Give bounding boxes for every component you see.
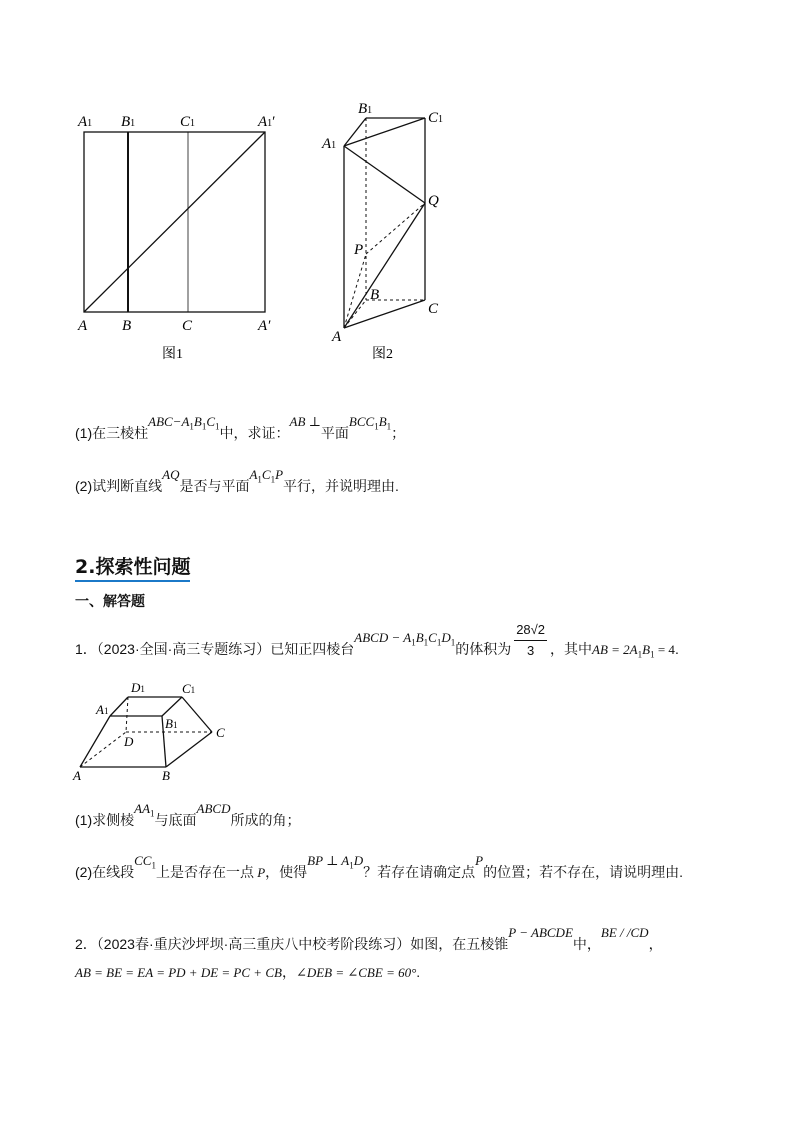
problem-1-frustum: ABCD − $A_1B_1C_1D_1$	[354, 630, 456, 648]
fig1-diagonal	[84, 132, 265, 312]
fig1-label-a: A	[78, 318, 88, 334]
fig1-label-a-prime: A′	[258, 318, 271, 334]
frustum-label-b: B	[162, 768, 170, 783]
part1-plane-bcc1b1: $BCC_1B_1$	[348, 414, 392, 432]
p1-part2-end: 的位置；若不存在，请说明理由.	[483, 864, 683, 880]
fig2-edge-pq-hidden	[366, 203, 425, 254]
frustum-edge-c1b1	[162, 697, 182, 716]
p1-part1-lead: (1)求侧棱	[75, 812, 135, 828]
fig2-label-a: A	[332, 329, 342, 345]
part1-ab-perp: AB ⊥	[289, 414, 321, 429]
part2-mid: 是否与平面	[179, 478, 250, 494]
fig1-label-c: C	[182, 318, 193, 334]
fig2-label-a1: A1	[322, 136, 337, 152]
fig1-label-c1: C1	[180, 114, 196, 130]
problem-1-part-1	[75, 801, 301, 836]
problem-2-period: .	[416, 964, 421, 980]
frustum-edge-bc	[166, 732, 212, 767]
fig2-label-b1: B1	[358, 101, 373, 117]
frustum-label-c: C	[216, 725, 225, 740]
frustum-label-c1: C1	[182, 681, 196, 696]
problem-1-part-2	[75, 853, 683, 888]
problem-1-figure	[70, 676, 240, 786]
p1-part2-mid2: ，使得	[265, 864, 308, 880]
p1-part2-mid: 上是否存在一点	[155, 864, 254, 880]
fig2-label-b: B	[370, 287, 380, 303]
part2-line-aq: AQ	[162, 467, 180, 482]
p1-part2-bp-perp: BP ⊥ $A_1D$	[307, 853, 364, 871]
problem-1-source: （2023·全国·高三专题练习）已知正四棱台	[96, 641, 355, 658]
frustum-edge-cc1	[182, 697, 212, 732]
p1-part2-mid3: ？若存在请确定点	[363, 864, 476, 880]
problem-2-source: （2023春·重庆沙坪坝·高三重庆八中校考阶段练习）如图，在五棱锥	[96, 936, 509, 952]
fig1-label-a1-prime: A1′	[258, 114, 276, 130]
problem-2-parallel: BE / /CD	[600, 925, 649, 940]
part1-end: ；	[391, 425, 406, 441]
p1-part1-mid: 与底面	[154, 812, 197, 828]
problem-2-line-2	[75, 962, 420, 983]
part2-lead: (2)试判断直线	[75, 478, 163, 494]
p1-part1-base: ABCD	[196, 801, 231, 816]
question-part-2	[75, 467, 399, 502]
fig2-edge-a1c1	[344, 118, 425, 146]
problem-1-number: 1．	[75, 641, 97, 658]
problem-2-comma: ，	[648, 936, 663, 952]
fig2-edge-ac	[344, 300, 425, 328]
problem-1-vol-text: 的体积为	[455, 641, 512, 658]
fig1-label-b: B	[122, 318, 132, 334]
fig2-edge-a1q	[344, 146, 425, 203]
fig2-label-c: C	[428, 301, 439, 317]
problem-2-mid: 中，	[572, 936, 601, 952]
fig2-label-p: P	[354, 242, 364, 258]
p1-part2-lead: (2)在线段	[75, 864, 135, 880]
problem-1-period: .	[674, 641, 679, 658]
part1-prism: $ABC-A_1B_1C_1$	[148, 414, 220, 432]
question-part-1	[75, 414, 406, 449]
part2-plane-a1c1p: $A_1C_1P$	[249, 467, 284, 485]
problem-1-rel-text: ，其中	[550, 641, 593, 658]
frustum-label-b1: B1	[165, 716, 178, 731]
figure-1	[70, 100, 290, 370]
part1-mid: 中，求证：	[219, 425, 290, 441]
figure-2	[318, 96, 458, 370]
frustum-label-d1: D1	[131, 680, 145, 695]
frustum-edge-dd1-hidden	[126, 697, 128, 732]
p1-part1-end: 所成的角；	[230, 812, 301, 828]
fig2-edge-ap-hidden	[344, 254, 366, 328]
section-subtitle: 一、解答题	[75, 594, 145, 610]
fig1-label-a1: A1	[78, 114, 93, 130]
frustum-edge-a1d1	[110, 697, 128, 716]
problem-1-statement	[75, 622, 679, 671]
part2-end: 平行，并说明理由.	[283, 478, 399, 494]
problem-1-volume-fraction: $\frac{28√2}{3}$	[516, 622, 546, 658]
fig2-caption: 图2	[372, 347, 393, 362]
p1-part2-segment-cc1: $CC_1$	[134, 853, 156, 871]
problem-2-comma2: ，	[281, 964, 296, 980]
problem-2-equalities: AB = BE = EA = PD + DE = PC + CB	[75, 965, 282, 980]
problem-1-relation: AB = $2A_1B_1 = 4$	[592, 642, 675, 660]
frustum-label-a: A	[73, 768, 81, 783]
fig2-label-c1: C1	[428, 110, 444, 126]
part1-plane: 平面	[320, 425, 349, 441]
fig1-label-b1: B1	[121, 114, 136, 130]
section-title: 2.探索性问题	[75, 552, 190, 582]
p1-part1-edge-aa1: $AA_1$	[134, 801, 155, 819]
frustum-label-d: D	[124, 734, 134, 749]
problem-2-angles: ∠DEB = ∠CBE = 60°	[295, 965, 417, 980]
fig2-edge-aq	[344, 203, 425, 328]
frustum-edge-ad-hidden	[80, 732, 126, 767]
part1-lead: (1)在三棱柱	[75, 425, 149, 441]
p1-part2-point-p2: P	[475, 853, 484, 868]
problem-2-number: 2．	[75, 936, 97, 952]
problem-2-statement	[75, 925, 663, 955]
frustum-label-a1: A1	[96, 702, 109, 717]
fig1-caption: 图1	[162, 347, 183, 362]
problem-2-pyramid: P − ABCDE	[508, 925, 573, 940]
frustum-edge-aa1	[80, 716, 110, 767]
p1-part2-point-p: P	[253, 865, 266, 880]
fig2-label-q: Q	[428, 193, 439, 209]
